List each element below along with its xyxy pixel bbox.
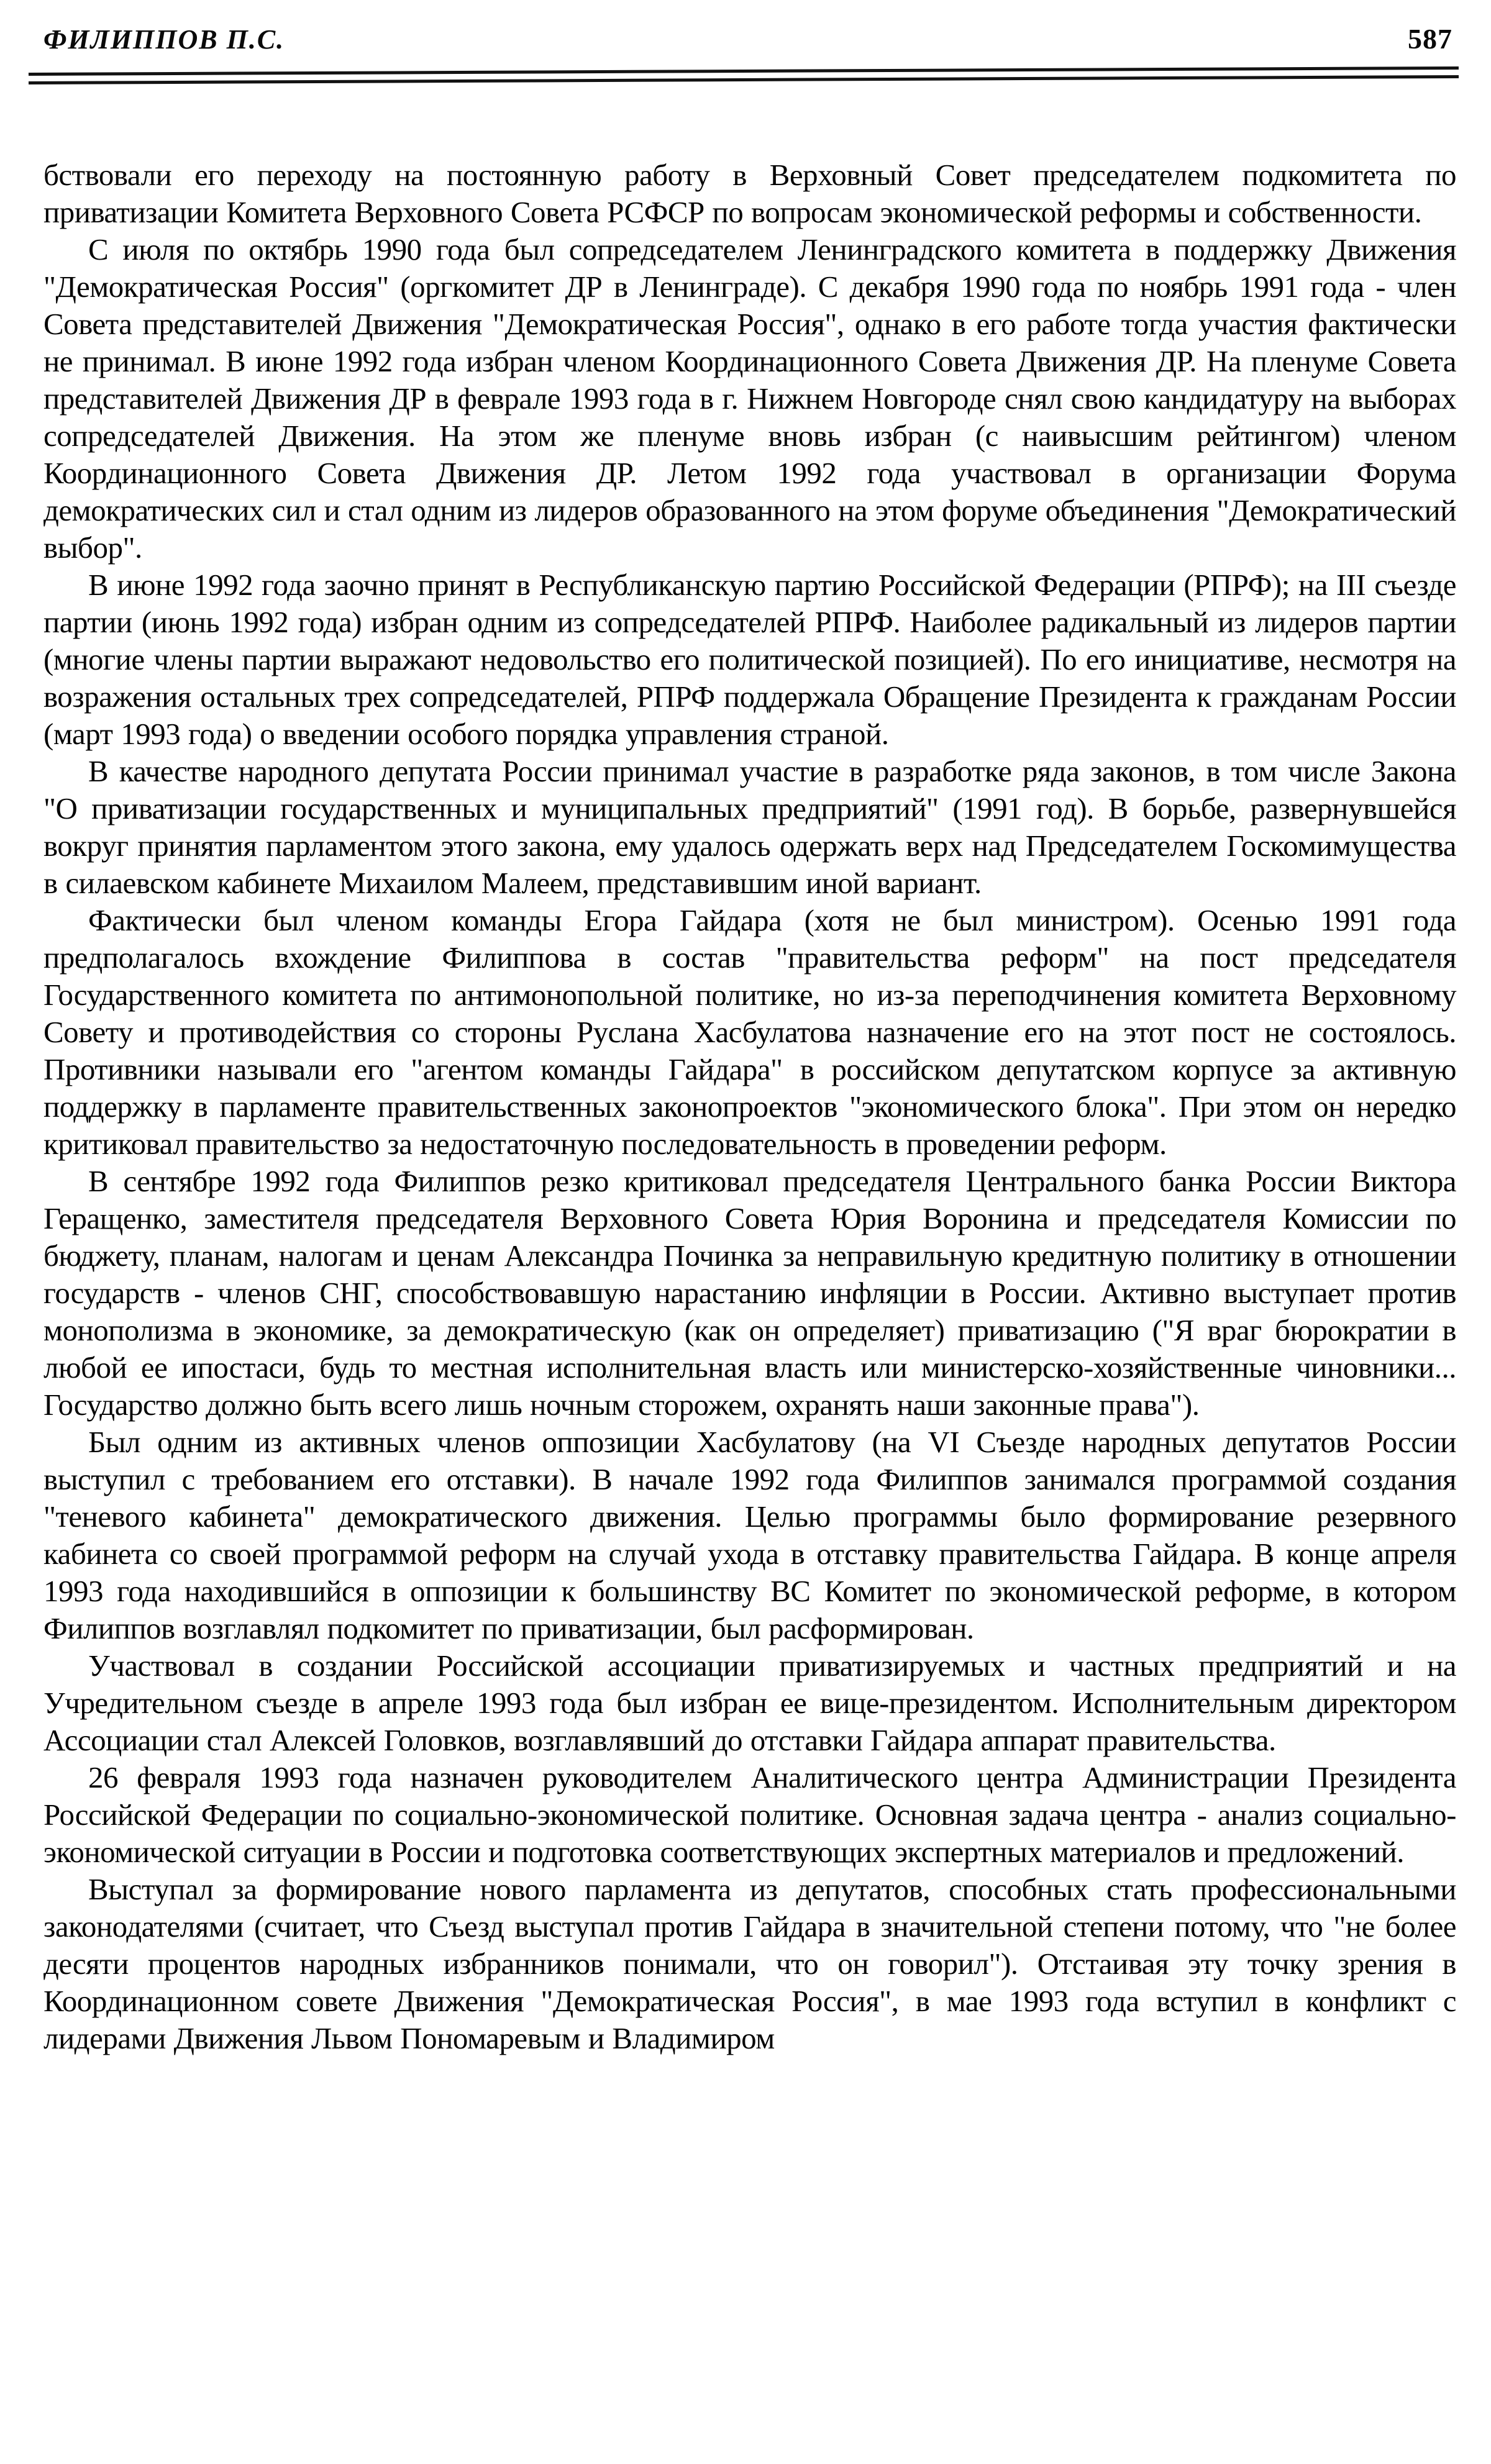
paragraph: В сентябре 1992 года Филиппов резко критиковал председателя Центрального банка России Виктора Геращенко, заместителя председателя Верховного Совета Юрия Воронина и председателя Комиссии по бюджету, планам, налогам и ценам Александра Починка за неправильную кредитную политику в отношении государств - членов СНГ, способствовавшую нарастанию инфляции в России. Активно выступает против монополизма в экономике, за демократическую (как он определяет) приватизацию ("Я враг бюрократии в любой ее ипостаси, будь то местная исполнительная власть или министерско-хозяйственные чиновники... Государство должно быть всего лишь ночным сторожем, охранять наши законные права"). xyxy=(43,1164,1456,1422)
rule-line-bottom xyxy=(29,75,1459,84)
paragraph: В качестве народного депутата России принимал участие в разработке ряда законов, в том числе Закона "О приватизации государственных и муниципальных предприятий" (1991 год). В борьбе, развернувшейся вокруг принятия парламентом этого закона, ему удалось одержать верх над Председателем Госкомимущества в силаевском кабинете Михаилом Малеем, представившим иной вариант. xyxy=(43,754,1456,900)
header-rule xyxy=(29,66,1459,90)
running-title: ФИЛИППОВ П.С. xyxy=(43,24,285,55)
paragraph: В июне 1992 года заочно принят в Республиканскую партию Российской Федерации (РПРФ); на III съезде партии (июнь 1992 года) избран одним из сопредседателей РПРФ. Наиболее радикальный из лидеров партии (многие члены партии выражают недовольство его политической позицией). По его инициативе, несмотря на возражения остальных трех сопредседателей, РПРФ поддержала Обращение Президента к гражданам России (март 1993 года) о введении особого порядка управления страной. xyxy=(43,568,1456,751)
paragraph: бствовали его переходу на постоянную работу в Верховный Совет председателем подкомитета по приватизации Комитета Верховного Совета РСФСР по вопросам экономической реформы и собственности. xyxy=(43,158,1456,229)
page-header xyxy=(43,22,1452,55)
paragraph: Фактически был членом команды Егора Гайдара (хотя не был министром). Осенью 1991 года предполагалось вхождение Филиппова в состав "правительства реформ" на пост председателя Государственного комитета по антимонопольной политике, но из-за переподчинения комитета Верховному Совету и противодействия со стороны Руслана Хасбулатова назначение его на этот пост не состоялось. Противники называли его "агентом команды Гайдара" в российском депутатском корпусе за активную поддержку в парламенте правительственных законопроектов "экономического блока". При этом он нередко критиковал правительство за недостаточную последовательность в проведении реформ. xyxy=(43,903,1456,1161)
rule-line-top xyxy=(29,66,1459,76)
paragraph: 26 февраля 1993 года назначен руководителем Аналитического центра Администрации Президента Российской Федерации по социально-экономической политике. Основная задача центра - анализ социально-экономической ситуации в России и подготовка соответствующих экспертных материалов и предложений. xyxy=(43,1760,1456,1869)
paragraph: Участвовал в создании Российской ассоциации приватизируемых и частных предприятий и на Учредительном съезде в апреле 1993 года был избран ее вице-президентом. Исполнительным директором Ассоциации стал Алексей Головков, возглавлявший до отставки Гайдара аппарат правительства. xyxy=(43,1648,1456,1757)
article-body xyxy=(43,157,1456,2057)
paragraph: Выступал за формирование нового парламента из депутатов, способных стать профессиональными законодателями (считает, что Съезд выступал против Гайдара в значительной степени потому, что "не более десяти процентов народных избранников понимали, что он говорил"). Отстаивая эту точку зрения в Координационном совете Движения "Демократическая Россия", в мае 1993 года вступил в конфликт с лидерами Движения Львом Пономаревым и Владимиром xyxy=(43,1872,1456,2055)
paragraph: Был одним из активных членов оппозиции Хасбулатову (на VI Съезде народных депутатов России выступил с требованием его отставки). В начале 1992 года Филиппов занимался программой создания "теневого кабинета" демократического движения. Целью программы было формирование резервного кабинета со своей программой реформ на случай ухода в отставку правительства Гайдара. В конце апреля 1993 года находившийся в оппозиции к большинству ВС Комитет по экономической реформе, в котором Филиппов возглавлял подкомитет по приватизации, был расформирован. xyxy=(43,1425,1456,1645)
page-number: 587 xyxy=(1408,23,1452,55)
paragraph: С июля по октябрь 1990 года был сопредседателем Ленинградского комитета в поддержку Движения "Демократическая Россия" (оргкомитет ДР в Ленинграде). С декабря 1990 года по ноябрь 1991 года - член Совета представителей Движения "Демократическая Россия", однако в его работе тогда участия фактически не принимал. В июне 1992 года избран членом Координационного Совета Движения ДР. На пленуме Совета представителей Движения ДР в феврале 1993 года в г. Нижнем Новгороде снял свою кандидатуру на выборах сопредседателей Движения. На этом же пленуме вновь избран (с наивысшим рейтингом) членом Координационного Совета Движения ДР. Летом 1992 года участвовал в организации Форума демократических сил и стал одним из лидеров образованного на этом форуме объединения "Демократический выбор". xyxy=(43,232,1456,565)
